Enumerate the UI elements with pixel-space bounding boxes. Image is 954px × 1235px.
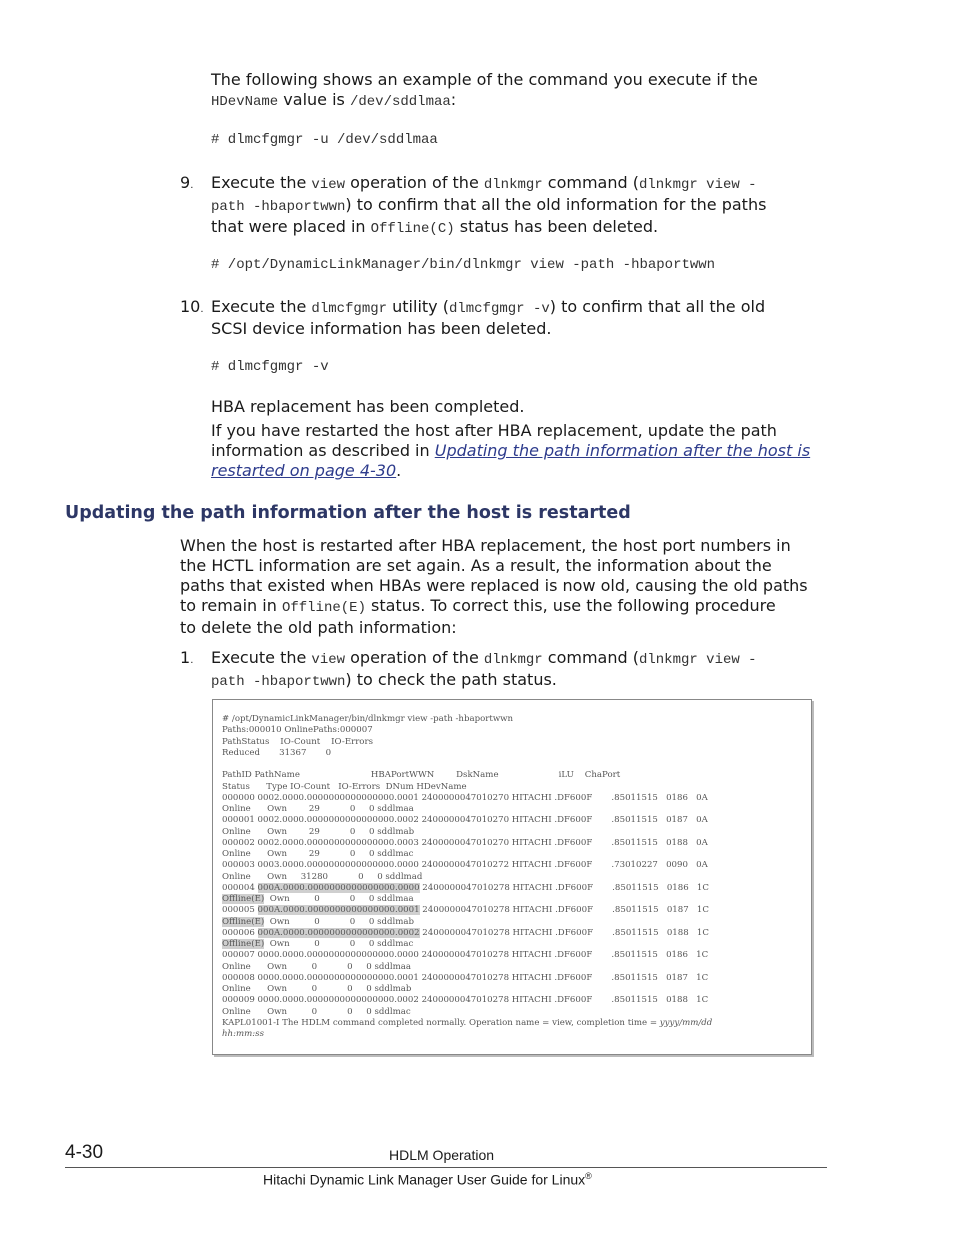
- path-details: 2400000047010272 HITACHI .DF600F .73010227 0090 0A: [421, 860, 708, 871]
- path-status: Offline(E): [222, 939, 265, 949]
- path-status: Offline(E): [222, 916, 265, 927]
- path-name: 000A.0000.0000000000000000.0002: [257, 927, 420, 938]
- path-id: 000000: [222, 792, 258, 803]
- path-status: Offline(E): [222, 894, 265, 904]
- path-counters: Own 0 0 0 sddlmab: [267, 984, 412, 994]
- path-id: 000006: [222, 927, 258, 938]
- step-10-number: 10.: [180, 297, 204, 316]
- terminal-path-record: [222, 973, 708, 994]
- path-name: 0000.0000.0000000000000000.0000: [257, 950, 419, 961]
- step-1-text: Execute the view operation of the dlnkmgr command (dlnkmgr view - path -hbaportwwn) to check the path status.: [211, 648, 757, 690]
- terminal-header-line: Status Type IO-Count IO-Errors DNum HDevName: [222, 781, 467, 792]
- terminal-header-line: Reduced 31367 0: [222, 747, 332, 758]
- terminal-header-line: Paths:000010 OnlinePaths:000007: [222, 725, 373, 736]
- path-status: Online: [222, 984, 251, 994]
- page-number: 4-30: [65, 1142, 104, 1163]
- terminal-header-line: PathStatus IO-Count IO-Errors: [222, 736, 373, 747]
- step-9-text: Execute the view operation of the dlnkmgr command (dlnkmgr view - path -hbaportwwn) to confirm that all the old information for the paths that were placed in Offline(C) status has been deleted.: [211, 173, 767, 237]
- path-id: 000001: [222, 815, 258, 826]
- path-details: 2400000047010278 HITACHI .DF600F .85011515 0186 1C: [421, 950, 709, 961]
- intro-text-3: :: [450, 90, 457, 109]
- path-counters: Own 0 0 0 sddlmab: [269, 916, 415, 927]
- terminal-rows: [222, 793, 709, 1017]
- path-counters: Own 29 0 0 sddlmac: [267, 849, 414, 859]
- terminal-path-record: [222, 883, 709, 904]
- cross-reference-link[interactable]: Updating the path information after the host is: [434, 441, 811, 460]
- terminal-footer-line-1: KAPL01001-I The HDLM command completed normally. Operation name = view, completion time = yyyy/mm/dd: [222, 1017, 713, 1028]
- terminal-path-record: [222, 838, 708, 859]
- path-counters: Own 29 0 0 sddlmaa: [267, 804, 414, 814]
- terminal-path-record: [222, 928, 709, 949]
- intro-text-2: value is: [278, 90, 350, 109]
- path-details: 2400000047010278 HITACHI .DF600F .85011515 0187 1C: [422, 905, 709, 916]
- terminal-path-record: [222, 860, 708, 881]
- path-details: 2400000047010270 HITACHI .DF600F .85011515 0188 0A: [421, 837, 708, 848]
- path-id: 000002: [222, 837, 258, 848]
- path-name: 0002.0000.0000000000000000.0002: [257, 815, 419, 826]
- terminal-header-line: # /opt/DynamicLinkManager/bin/dlnkmgr view -path -hbaportwwn: [222, 714, 514, 724]
- restart-note: If you have restarted the host after HBA replacement, update the path information as described in Updating the path information after the host is restarted on page 4-30.: [211, 421, 811, 480]
- terminal-path-record: [222, 815, 708, 836]
- terminal-path-record: [222, 950, 708, 971]
- section-heading: Updating the path information after the host is restarted: [65, 503, 631, 523]
- path-details: 2400000047010278 HITACHI .DF600F .85011515 0188 1C: [422, 927, 709, 938]
- device-path-code: /dev/sddlmaa: [349, 94, 451, 110]
- path-name: 000A.0000.0000000000000000.0001: [257, 905, 420, 916]
- path-counters: Own 0 0 0 sddlmac: [269, 939, 414, 949]
- path-counters: Own 0 0 0 sddlmaa: [267, 961, 412, 972]
- path-status: Online: [222, 826, 251, 837]
- path-id: 000003: [222, 860, 258, 871]
- terminal-path-record: [222, 995, 708, 1016]
- path-name: 0002.0000.0000000000000000.0003: [257, 837, 419, 848]
- path-status: Online: [222, 849, 251, 859]
- step-1-number: 1.: [180, 648, 194, 667]
- path-details: 2400000047010278 HITACHI .DF600F .85011515 0188 1C: [421, 995, 709, 1006]
- terminal-header: [222, 714, 620, 792]
- path-name: 000A.0000.0000000000000000.0000: [257, 882, 420, 893]
- footer-rule: [65, 1167, 827, 1168]
- path-id: 000007: [222, 950, 258, 961]
- path-details: 2400000047010278 HITACHI .DF600F .85011515 0187 1C: [421, 972, 709, 983]
- path-counters: Own 31280 0 0 sddlmad: [267, 871, 423, 882]
- code-example-2: # /opt/DynamicLinkManager/bin/dlnkmgr view -path -hbaportwwn: [211, 257, 716, 273]
- path-name: 0002.0000.0000000000000000.0001: [257, 792, 419, 803]
- path-counters: Own 0 0 0 sddlmac: [267, 1006, 411, 1017]
- path-status: Online: [222, 1006, 251, 1017]
- path-name: 0000.0000.0000000000000000.0002: [257, 995, 419, 1006]
- step-10-text: Execute the dlmcfgmgr utility (dlmcfgmgr -v) to confirm that all the old SCSI device information has been deleted.: [211, 297, 766, 338]
- path-counters: Own 0 0 0 sddlmaa: [269, 894, 414, 904]
- completion-note: HBA replacement has been completed.: [211, 397, 525, 416]
- path-details: 2400000047010278 HITACHI .DF600F .85011515 0186 1C: [422, 882, 709, 893]
- terminal-header-line: PathID PathName HBAPortWWN DskName iLU ChaPort: [222, 770, 621, 781]
- footer-section-name: HDLM Operation: [389, 1147, 495, 1163]
- section-paragraph: When the host is restarted after HBA replacement, the host port numbers in the HCTL information are set again. As a result, the information about the paths that existed when HBAs were replaced is now old, causing the old paths to remain in Offline(E) status. To correct this, use the following procedure to delete the old path information:: [180, 536, 808, 637]
- footer-guide-title: Hitachi Dynamic Link Manager User Guide for Linux®: [263, 1171, 592, 1188]
- path-status: Online: [222, 871, 251, 882]
- terminal-path-record: [222, 905, 709, 926]
- path-status: Online: [222, 961, 251, 972]
- terminal-path-record: [222, 793, 708, 814]
- hdevname-code: HDevName: [211, 94, 279, 110]
- path-details: 2400000047010270 HITACHI .DF600F .85011515 0187 0A: [421, 815, 708, 826]
- path-name: 0000.0000.0000000000000000.0001: [257, 972, 419, 983]
- cross-reference-link-cont[interactable]: restarted on page 4-30: [211, 461, 397, 480]
- terminal-output: [213, 700, 811, 1040]
- intro-paragraph: [211, 70, 831, 112]
- path-id: 000008: [222, 972, 258, 983]
- terminal-output-screenshot: [212, 699, 812, 1055]
- path-status: Online: [222, 804, 251, 814]
- intro-text-1: The following shows an example of the command you execute if the: [211, 70, 758, 89]
- code-example-1: # dlmcfgmgr -u /dev/sddlmaa: [211, 132, 438, 148]
- terminal-footer-line-2: hh:mm:ss: [222, 1029, 264, 1039]
- code-example-3: # dlmcfgmgr -v: [211, 359, 329, 375]
- path-id: 000009: [222, 995, 258, 1006]
- path-id: 000004: [222, 882, 258, 893]
- step-9-number: 9.: [180, 173, 194, 192]
- path-id: 000005: [222, 905, 258, 916]
- path-name: 0003.0000.0000000000000000.0000: [257, 860, 419, 871]
- path-details: 2400000047010270 HITACHI .DF600F .85011515 0186 0A: [421, 792, 708, 803]
- path-counters: Own 29 0 0 sddlmab: [267, 826, 415, 837]
